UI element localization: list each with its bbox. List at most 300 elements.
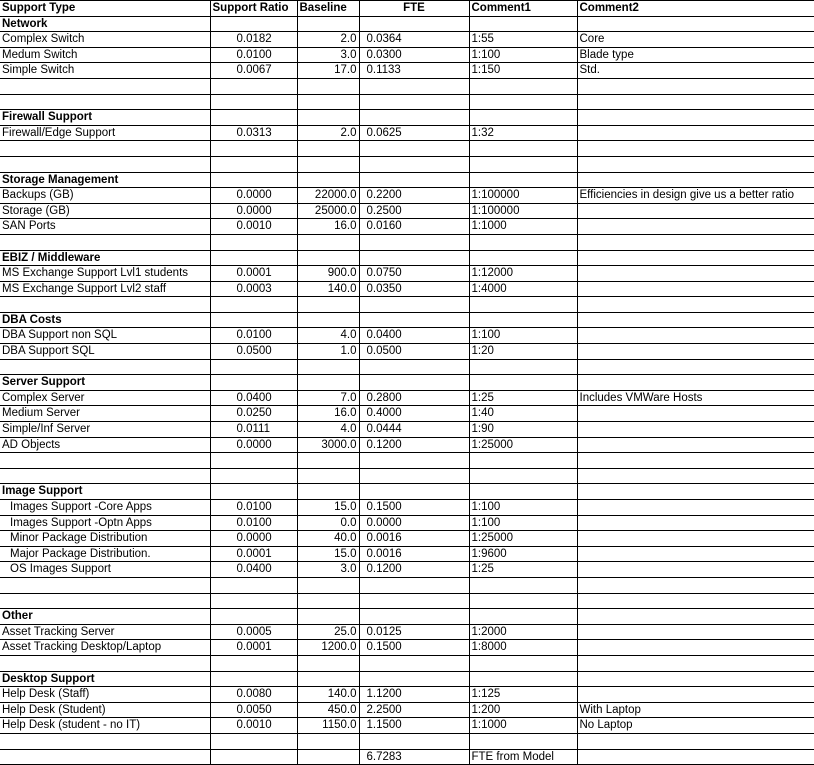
fte-cell[interactable]: 0.0500	[359, 344, 469, 360]
total-fte-cell[interactable]: 6.7283	[359, 749, 469, 765]
support-type-cell[interactable]: Help Desk (Student)	[0, 702, 210, 718]
empty-cell[interactable]	[0, 655, 210, 671]
support-ratio-cell[interactable]: 0.0100	[210, 328, 297, 344]
section-header-row	[0, 484, 814, 500]
comment2-cell[interactable]	[577, 125, 814, 141]
empty-cell[interactable]	[359, 733, 469, 749]
section-title[interactable]: Other	[0, 609, 210, 625]
empty-cell[interactable]	[359, 172, 469, 188]
empty-cell[interactable]	[0, 78, 210, 94]
support-type-cell[interactable]: Asset Tracking Desktop/Laptop	[0, 640, 210, 656]
empty-cell[interactable]	[297, 359, 359, 375]
empty-cell[interactable]	[210, 468, 297, 484]
support-ratio-cell[interactable]: 0.0313	[210, 125, 297, 141]
support-ratio-cell[interactable]: 0.0400	[210, 562, 297, 578]
empty-cell[interactable]	[297, 593, 359, 609]
baseline-cell[interactable]: 2.0	[297, 32, 359, 48]
comment2-cell[interactable]	[577, 406, 814, 422]
empty-cell[interactable]	[210, 359, 297, 375]
support-ratio-cell[interactable]: 0.0250	[210, 406, 297, 422]
empty-cell[interactable]	[297, 671, 359, 687]
baseline-cell[interactable]: 25.0	[297, 624, 359, 640]
comment2-cell[interactable]	[577, 562, 814, 578]
support-type-cell[interactable]: OS Images Support	[0, 562, 210, 578]
fte-cell[interactable]: 0.1500	[359, 640, 469, 656]
empty-cell[interactable]	[469, 609, 577, 625]
comment2-cell[interactable]	[577, 515, 814, 531]
empty-cell[interactable]	[577, 141, 814, 157]
baseline-cell[interactable]: 15.0	[297, 500, 359, 516]
comment2-cell[interactable]	[577, 219, 814, 235]
empty-cell[interactable]	[297, 453, 359, 469]
empty-cell[interactable]	[359, 16, 469, 32]
empty-cell[interactable]	[0, 453, 210, 469]
empty-cell[interactable]	[577, 484, 814, 500]
section-title[interactable]: Storage Management	[0, 172, 210, 188]
section-title[interactable]: EBIZ / Middleware	[0, 250, 210, 266]
fte-cell[interactable]: 1.1500	[359, 718, 469, 734]
comment1-cell[interactable]: 1:150	[469, 63, 577, 79]
fte-cell[interactable]: 0.0016	[359, 531, 469, 547]
empty-cell[interactable]	[469, 297, 577, 313]
fte-cell[interactable]: 0.0125	[359, 624, 469, 640]
support-ratio-cell[interactable]: 0.0080	[210, 687, 297, 703]
support-type-cell[interactable]: Images Support -Optn Apps	[0, 515, 210, 531]
support-ratio-cell[interactable]: 0.0000	[210, 188, 297, 204]
empty-cell[interactable]	[577, 16, 814, 32]
support-ratio-cell[interactable]: 0.0001	[210, 546, 297, 562]
comment2-cell[interactable]	[577, 546, 814, 562]
empty-cell[interactable]	[0, 234, 210, 250]
baseline-cell[interactable]: 4.0	[297, 422, 359, 438]
support-ratio-cell[interactable]: 0.0111	[210, 422, 297, 438]
comment2-cell[interactable]	[577, 500, 814, 516]
comment2-cell[interactable]: With Laptop	[577, 702, 814, 718]
empty-cell[interactable]	[469, 484, 577, 500]
comment1-cell[interactable]: 1:2000	[469, 624, 577, 640]
empty-cell[interactable]	[297, 234, 359, 250]
baseline-cell[interactable]: 1.0	[297, 344, 359, 360]
fte-cell[interactable]: 1.1200	[359, 687, 469, 703]
support-type-cell[interactable]: Major Package Distribution.	[0, 546, 210, 562]
empty-cell[interactable]	[469, 593, 577, 609]
support-type-cell[interactable]: Firewall/Edge Support	[0, 125, 210, 141]
support-ratio-cell[interactable]: 0.0010	[210, 718, 297, 734]
comment1-cell[interactable]: 1:8000	[469, 640, 577, 656]
baseline-cell[interactable]: 22000.0	[297, 188, 359, 204]
section-title[interactable]: Firewall Support	[0, 110, 210, 126]
baseline-cell[interactable]: 3000.0	[297, 437, 359, 453]
empty-cell[interactable]	[297, 749, 359, 765]
comment1-cell[interactable]: 1:100	[469, 328, 577, 344]
comment2-cell[interactable]	[577, 437, 814, 453]
support-type-cell[interactable]: Simple/Inf Server	[0, 422, 210, 438]
comment1-cell[interactable]: 1:100000	[469, 203, 577, 219]
empty-cell[interactable]	[359, 250, 469, 266]
support-type-cell[interactable]: DBA Support SQL	[0, 344, 210, 360]
empty-cell[interactable]	[469, 234, 577, 250]
comment1-cell[interactable]: 1:1000	[469, 219, 577, 235]
support-ratio-cell[interactable]: 0.0400	[210, 390, 297, 406]
comment2-cell[interactable]: Efficiencies in design give us a better ratio	[577, 188, 814, 204]
support-type-cell[interactable]: MS Exchange Support Lvl1 students	[0, 266, 210, 282]
support-type-cell[interactable]: MS Exchange Support Lvl2 staff	[0, 281, 210, 297]
comment1-cell[interactable]: 1:32	[469, 125, 577, 141]
empty-cell[interactable]	[577, 172, 814, 188]
empty-cell[interactable]	[469, 733, 577, 749]
empty-cell[interactable]	[297, 94, 359, 110]
baseline-cell[interactable]: 3.0	[297, 47, 359, 63]
header-comment2[interactable]: Comment2	[577, 1, 814, 17]
empty-cell[interactable]	[577, 250, 814, 266]
comment2-cell[interactable]: No Laptop	[577, 718, 814, 734]
empty-cell[interactable]	[0, 297, 210, 313]
empty-cell[interactable]	[359, 94, 469, 110]
fte-cell[interactable]: 0.2800	[359, 390, 469, 406]
empty-cell[interactable]	[359, 156, 469, 172]
baseline-cell[interactable]: 15.0	[297, 546, 359, 562]
empty-cell[interactable]	[210, 16, 297, 32]
baseline-cell[interactable]: 25000.0	[297, 203, 359, 219]
empty-cell[interactable]	[577, 312, 814, 328]
fte-cell[interactable]: 0.1500	[359, 500, 469, 516]
support-type-cell[interactable]: Complex Switch	[0, 32, 210, 48]
empty-cell[interactable]	[210, 655, 297, 671]
empty-cell[interactable]	[577, 78, 814, 94]
baseline-cell[interactable]: 1150.0	[297, 718, 359, 734]
support-ratio-cell[interactable]: 0.0001	[210, 266, 297, 282]
empty-cell[interactable]	[359, 655, 469, 671]
empty-row	[0, 94, 814, 110]
fte-cell[interactable]: 0.0364	[359, 32, 469, 48]
empty-cell[interactable]	[469, 655, 577, 671]
empty-cell[interactable]	[469, 94, 577, 110]
section-title[interactable]: Network	[0, 16, 210, 32]
empty-cell[interactable]	[577, 453, 814, 469]
section-title[interactable]: Image Support	[0, 484, 210, 500]
empty-cell[interactable]	[359, 484, 469, 500]
support-type-cell[interactable]: Backups (GB)	[0, 188, 210, 204]
empty-cell[interactable]	[469, 110, 577, 126]
comment1-cell[interactable]: 1:100	[469, 515, 577, 531]
support-ratio-cell[interactable]: 0.0000	[210, 531, 297, 547]
empty-cell[interactable]	[210, 141, 297, 157]
comment1-cell[interactable]: 1:125	[469, 687, 577, 703]
comment1-cell[interactable]: 1:12000	[469, 266, 577, 282]
comment1-cell[interactable]: 1:4000	[469, 281, 577, 297]
empty-cell[interactable]	[577, 468, 814, 484]
empty-cell[interactable]	[210, 78, 297, 94]
baseline-cell[interactable]: 1200.0	[297, 640, 359, 656]
fte-cell[interactable]: 0.0444	[359, 422, 469, 438]
empty-cell[interactable]	[297, 172, 359, 188]
comment2-cell[interactable]: Std.	[577, 63, 814, 79]
fte-cell[interactable]: 0.1200	[359, 562, 469, 578]
support-type-cell[interactable]: SAN Ports	[0, 219, 210, 235]
fte-cell[interactable]: 0.0000	[359, 515, 469, 531]
comment1-cell[interactable]: 1:25000	[469, 437, 577, 453]
empty-cell[interactable]	[469, 78, 577, 94]
support-type-cell[interactable]: AD Objects	[0, 437, 210, 453]
comment1-cell[interactable]: 1:55	[469, 32, 577, 48]
empty-cell[interactable]	[359, 312, 469, 328]
fte-cell[interactable]: 0.0016	[359, 546, 469, 562]
empty-cell[interactable]	[359, 593, 469, 609]
baseline-cell[interactable]: 2.0	[297, 125, 359, 141]
comment2-cell[interactable]	[577, 422, 814, 438]
support-type-cell[interactable]: Complex Server	[0, 390, 210, 406]
baseline-cell[interactable]: 16.0	[297, 406, 359, 422]
support-ratio-cell[interactable]: 0.0050	[210, 702, 297, 718]
section-title[interactable]: DBA Costs	[0, 312, 210, 328]
comment1-cell[interactable]: 1:9600	[469, 546, 577, 562]
baseline-cell[interactable]: 0.0	[297, 515, 359, 531]
header-support-type[interactable]: Support Type	[0, 1, 210, 17]
comment2-cell[interactable]	[577, 531, 814, 547]
empty-cell[interactable]	[0, 94, 210, 110]
header-comment1[interactable]: Comment1	[469, 1, 577, 17]
support-ratio-cell[interactable]: 0.0100	[210, 515, 297, 531]
empty-cell[interactable]	[297, 484, 359, 500]
empty-cell[interactable]	[577, 593, 814, 609]
empty-cell[interactable]	[0, 749, 210, 765]
header-baseline[interactable]: Baseline	[297, 1, 359, 17]
empty-cell[interactable]	[210, 94, 297, 110]
empty-cell[interactable]	[359, 671, 469, 687]
comment2-cell[interactable]	[577, 344, 814, 360]
empty-cell[interactable]	[577, 94, 814, 110]
empty-cell[interactable]	[359, 110, 469, 126]
comment1-cell[interactable]: 1:40	[469, 406, 577, 422]
comment1-cell[interactable]: 1:100000	[469, 188, 577, 204]
empty-cell[interactable]	[210, 234, 297, 250]
baseline-cell[interactable]: 450.0	[297, 702, 359, 718]
support-ratio-cell[interactable]: 0.0182	[210, 32, 297, 48]
comment2-cell[interactable]: Core	[577, 32, 814, 48]
empty-cell[interactable]	[210, 609, 297, 625]
empty-cell[interactable]	[0, 593, 210, 609]
baseline-cell[interactable]: 40.0	[297, 531, 359, 547]
support-type-cell[interactable]: Help Desk (student - no IT)	[0, 718, 210, 734]
support-ratio-cell[interactable]: 0.0005	[210, 624, 297, 640]
support-type-cell[interactable]: Medium Server	[0, 406, 210, 422]
support-ratio-cell[interactable]: 0.0010	[210, 219, 297, 235]
section-header-row	[0, 110, 814, 126]
empty-cell[interactable]	[210, 250, 297, 266]
empty-cell[interactable]	[297, 655, 359, 671]
fte-cell[interactable]: 0.2200	[359, 188, 469, 204]
total-label-cell[interactable]: FTE from Model	[469, 749, 577, 765]
baseline-cell[interactable]: 3.0	[297, 562, 359, 578]
empty-cell[interactable]	[297, 733, 359, 749]
empty-cell[interactable]	[577, 671, 814, 687]
empty-cell[interactable]	[210, 172, 297, 188]
support-ratio-cell[interactable]: 0.0067	[210, 63, 297, 79]
comment2-cell[interactable]	[577, 203, 814, 219]
table-row	[0, 328, 814, 344]
empty-cell[interactable]	[469, 312, 577, 328]
empty-cell[interactable]	[359, 141, 469, 157]
empty-cell[interactable]	[210, 110, 297, 126]
empty-cell[interactable]	[577, 234, 814, 250]
empty-cell[interactable]	[577, 655, 814, 671]
fte-cell[interactable]: 0.0750	[359, 266, 469, 282]
empty-cell[interactable]	[297, 297, 359, 313]
empty-cell[interactable]	[297, 609, 359, 625]
support-ratio-cell[interactable]: 0.0000	[210, 437, 297, 453]
support-type-cell[interactable]: Help Desk (Staff)	[0, 687, 210, 703]
baseline-cell[interactable]: 4.0	[297, 328, 359, 344]
fte-cell[interactable]: 0.0160	[359, 219, 469, 235]
empty-cell[interactable]	[210, 484, 297, 500]
empty-cell[interactable]	[297, 110, 359, 126]
fte-cell[interactable]: 0.1200	[359, 437, 469, 453]
empty-cell[interactable]	[297, 312, 359, 328]
comment1-cell[interactable]: 1:25	[469, 562, 577, 578]
empty-cell[interactable]	[210, 453, 297, 469]
empty-cell[interactable]	[297, 468, 359, 484]
empty-cell[interactable]	[297, 250, 359, 266]
empty-cell[interactable]	[0, 468, 210, 484]
baseline-cell[interactable]: 17.0	[297, 63, 359, 79]
comment2-cell[interactable]	[577, 266, 814, 282]
baseline-cell[interactable]: 900.0	[297, 266, 359, 282]
support-type-cell[interactable]: Medum Switch	[0, 47, 210, 63]
empty-cell[interactable]	[469, 375, 577, 391]
comment1-cell[interactable]: 1:90	[469, 422, 577, 438]
header-support-ratio[interactable]: Support Ratio	[210, 1, 297, 17]
empty-cell[interactable]	[469, 172, 577, 188]
fte-cell[interactable]: 0.1133	[359, 63, 469, 79]
empty-cell[interactable]	[0, 156, 210, 172]
empty-cell[interactable]	[469, 250, 577, 266]
empty-cell[interactable]	[210, 593, 297, 609]
fte-cell[interactable]: 0.2500	[359, 203, 469, 219]
empty-cell[interactable]	[0, 141, 210, 157]
empty-cell[interactable]	[359, 577, 469, 593]
fte-cell[interactable]: 0.0300	[359, 47, 469, 63]
comment1-cell[interactable]: 1:100	[469, 47, 577, 63]
comment1-cell[interactable]: 1:100	[469, 500, 577, 516]
support-ratio-cell[interactable]: 0.0100	[210, 47, 297, 63]
empty-cell[interactable]	[210, 733, 297, 749]
empty-cell[interactable]	[577, 156, 814, 172]
comment1-cell[interactable]: 1:1000	[469, 718, 577, 734]
header-fte[interactable]: FTE	[359, 1, 469, 17]
empty-cell[interactable]	[359, 78, 469, 94]
empty-cell[interactable]	[469, 671, 577, 687]
empty-cell[interactable]	[577, 733, 814, 749]
empty-cell[interactable]	[210, 671, 297, 687]
support-ratio-cell[interactable]: 0.0100	[210, 500, 297, 516]
comment2-cell[interactable]: Blade type	[577, 47, 814, 63]
support-ratio-cell[interactable]: 0.0001	[210, 640, 297, 656]
empty-cell[interactable]	[577, 609, 814, 625]
empty-cell[interactable]	[469, 141, 577, 157]
support-type-cell[interactable]: DBA Support non SQL	[0, 328, 210, 344]
comment2-cell[interactable]	[577, 328, 814, 344]
empty-cell[interactable]	[0, 359, 210, 375]
section-title[interactable]: Desktop Support	[0, 671, 210, 687]
empty-cell[interactable]	[297, 141, 359, 157]
empty-cell[interactable]	[577, 577, 814, 593]
comment1-cell[interactable]: 1:25	[469, 390, 577, 406]
empty-cell[interactable]	[577, 359, 814, 375]
empty-cell[interactable]	[297, 156, 359, 172]
empty-cell[interactable]	[359, 453, 469, 469]
baseline-cell[interactable]: 7.0	[297, 390, 359, 406]
baseline-cell[interactable]: 140.0	[297, 281, 359, 297]
baseline-cell[interactable]: 140.0	[297, 687, 359, 703]
support-type-cell[interactable]: Storage (GB)	[0, 203, 210, 219]
empty-cell[interactable]	[210, 749, 297, 765]
empty-cell[interactable]	[469, 359, 577, 375]
empty-cell[interactable]	[577, 297, 814, 313]
comment1-cell[interactable]: 1:25000	[469, 531, 577, 547]
comment1-cell[interactable]: 1:20	[469, 344, 577, 360]
empty-cell[interactable]	[359, 234, 469, 250]
support-ratio-cell[interactable]: 0.0000	[210, 203, 297, 219]
empty-cell[interactable]	[210, 156, 297, 172]
empty-cell[interactable]	[359, 297, 469, 313]
empty-cell[interactable]	[359, 609, 469, 625]
empty-cell[interactable]	[469, 468, 577, 484]
section-header-row	[0, 172, 814, 188]
empty-cell[interactable]	[469, 156, 577, 172]
empty-cell[interactable]	[297, 16, 359, 32]
support-type-cell[interactable]: Asset Tracking Server	[0, 624, 210, 640]
fte-cell[interactable]: 0.0350	[359, 281, 469, 297]
empty-cell[interactable]	[577, 375, 814, 391]
comment2-cell[interactable]	[577, 281, 814, 297]
table-row	[0, 562, 814, 578]
fte-cell[interactable]: 0.0625	[359, 125, 469, 141]
empty-cell[interactable]	[469, 453, 577, 469]
empty-cell[interactable]	[210, 312, 297, 328]
support-type-cell[interactable]: Images Support -Core Apps	[0, 500, 210, 516]
empty-cell[interactable]	[577, 749, 814, 765]
comment1-cell[interactable]: 1:200	[469, 702, 577, 718]
support-ratio-cell[interactable]: 0.0500	[210, 344, 297, 360]
empty-cell[interactable]	[210, 375, 297, 391]
baseline-cell[interactable]: 16.0	[297, 219, 359, 235]
support-ratio-cell[interactable]: 0.0003	[210, 281, 297, 297]
empty-cell[interactable]	[469, 16, 577, 32]
empty-cell[interactable]	[210, 297, 297, 313]
empty-cell[interactable]	[359, 375, 469, 391]
empty-cell[interactable]	[577, 110, 814, 126]
empty-cell[interactable]	[0, 577, 210, 593]
support-type-cell[interactable]: Minor Package Distribution	[0, 531, 210, 547]
fte-cell[interactable]: 0.0400	[359, 328, 469, 344]
empty-cell[interactable]	[359, 468, 469, 484]
fte-cell[interactable]: 2.2500	[359, 702, 469, 718]
section-title[interactable]: Server Support	[0, 375, 210, 391]
comment2-cell[interactable]	[577, 624, 814, 640]
empty-cell[interactable]	[0, 733, 210, 749]
empty-cell[interactable]	[359, 359, 469, 375]
empty-cell[interactable]	[297, 577, 359, 593]
support-type-cell[interactable]: Simple Switch	[0, 63, 210, 79]
comment2-cell[interactable]: Includes VMWare Hosts	[577, 390, 814, 406]
empty-cell[interactable]	[297, 78, 359, 94]
empty-cell[interactable]	[469, 577, 577, 593]
comment2-cell[interactable]	[577, 640, 814, 656]
comment2-cell[interactable]	[577, 687, 814, 703]
empty-cell[interactable]	[210, 577, 297, 593]
fte-cell[interactable]: 0.4000	[359, 406, 469, 422]
empty-cell[interactable]	[297, 375, 359, 391]
